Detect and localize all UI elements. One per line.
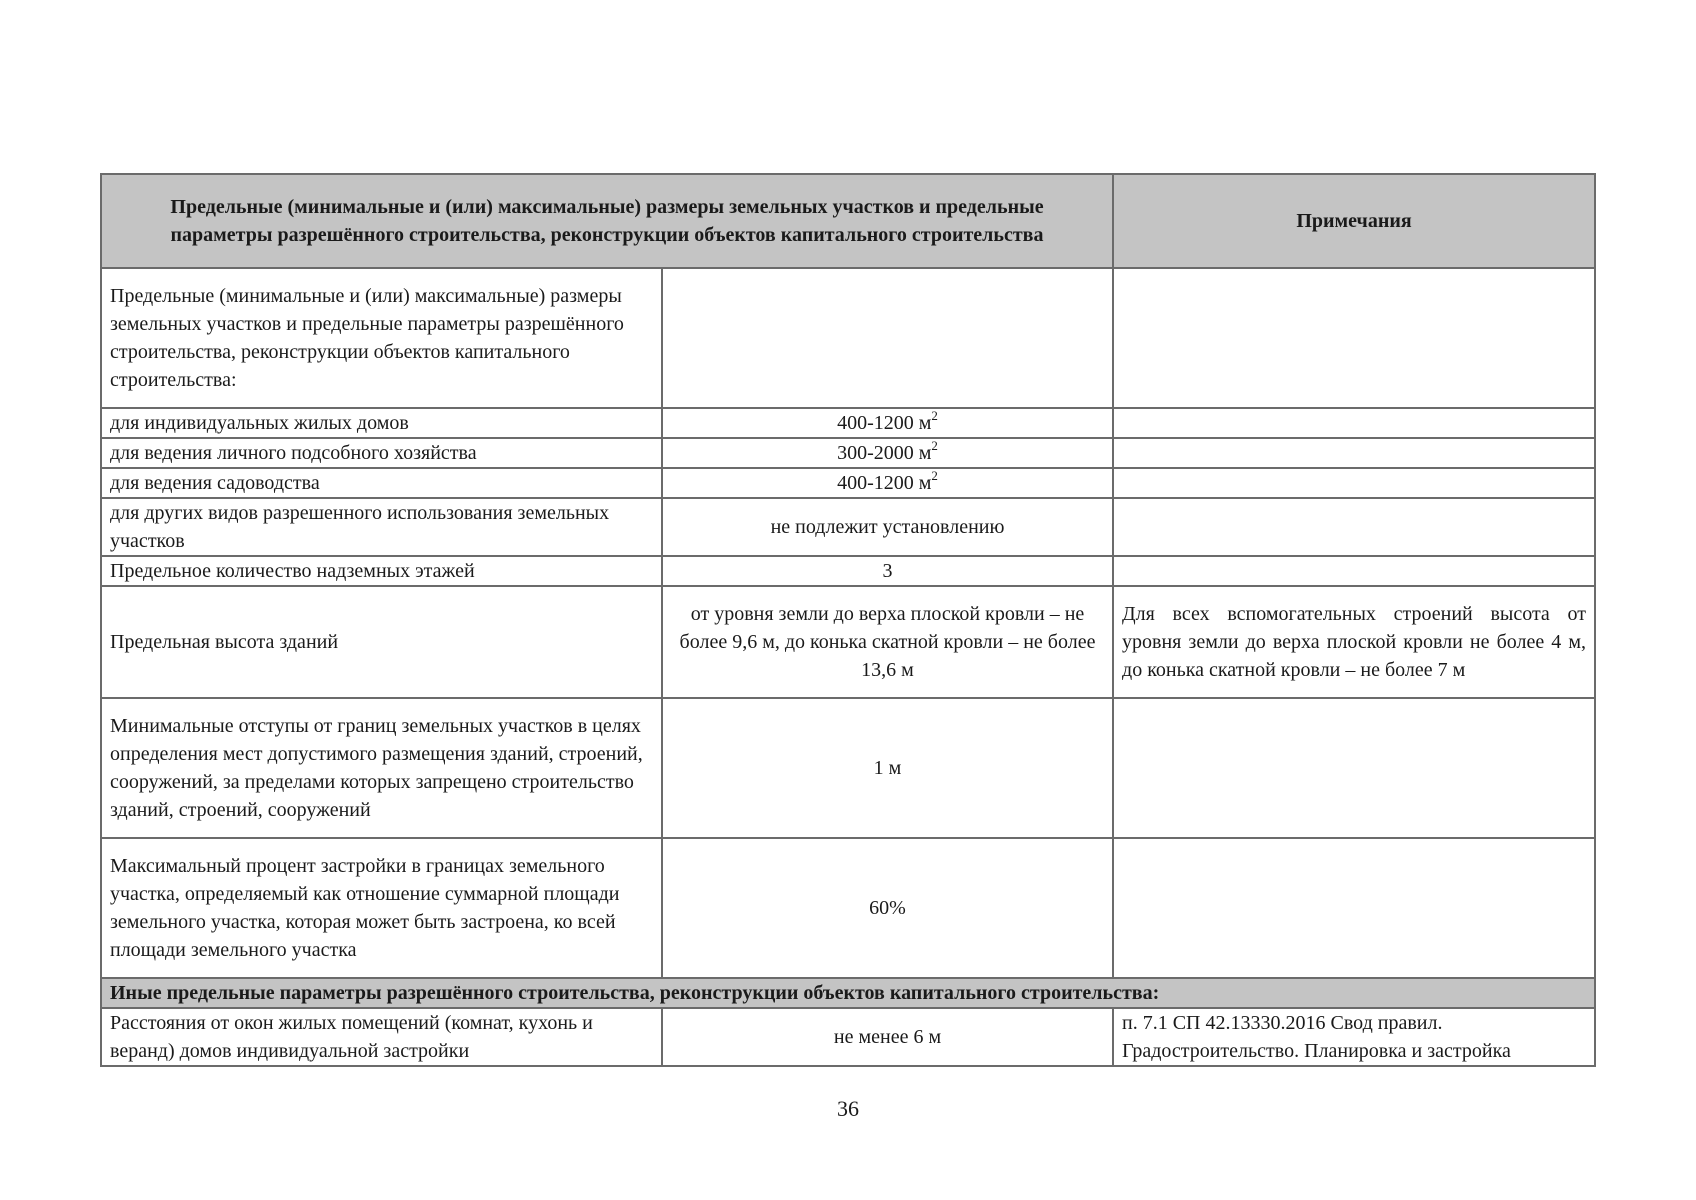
row-note: [1113, 408, 1595, 438]
parameters-table: [100, 173, 1596, 1067]
row-param: Предельная высота зданий: [101, 586, 662, 698]
row-note: [1113, 438, 1595, 468]
row-value: 60%: [662, 838, 1113, 978]
row-value: [662, 438, 1113, 468]
table-row: [101, 268, 1595, 408]
row-note: [1113, 556, 1595, 586]
row-note: [1113, 498, 1595, 556]
table-row: [101, 498, 1595, 556]
row-param: для ведения садоводства: [101, 468, 662, 498]
row-param: Расстояния от окон жилых помещений (комнат, кухонь и веранд) домов индивидуальной застройки: [101, 1008, 662, 1066]
row-param: Максимальный процент застройки в границах земельного участка, определяемый как отношение суммарной площади земельного участка, которая может быть застроена, ко всей площади земельного участка: [101, 838, 662, 978]
row-value: [662, 268, 1113, 408]
row-note: [1113, 838, 1595, 978]
row-note: [1113, 268, 1595, 408]
row-value: 3: [662, 556, 1113, 586]
value-superscript: 2: [931, 408, 938, 424]
row-param: для других видов разрешенного использования земельных участков: [101, 498, 662, 556]
value-superscript: 2: [931, 468, 938, 484]
row-value: [662, 468, 1113, 498]
row-value: 1 м: [662, 698, 1113, 838]
value-text: 400-1200 м: [837, 412, 932, 434]
row-value: не подлежит установлению: [662, 498, 1113, 556]
row-value: [662, 408, 1113, 438]
row-param: для ведения личного подсобного хозяйства: [101, 438, 662, 468]
row-note: Для всех вспомогательных строений высота от уровня земли до верха плоской кровли не более 4 м, до конька скатной кровли – не более 7 м: [1113, 586, 1595, 698]
value-text: 300-2000 м: [837, 442, 932, 464]
header-notes: Примечания: [1113, 174, 1595, 268]
row-note: [1113, 698, 1595, 838]
section-row: [101, 978, 1595, 1008]
row-param: для индивидуальных жилых домов: [101, 408, 662, 438]
table-row: [101, 586, 1595, 698]
table-row: [101, 1008, 1595, 1066]
table-row: [101, 838, 1595, 978]
table-row: [101, 408, 1595, 438]
section-title: Иные предельные параметры разрешённого строительства, реконструкции объектов капитального строительства:: [101, 978, 1595, 1008]
table-row: [101, 698, 1595, 838]
row-param: Предельные (минимальные и (или) максимальные) размеры земельных участков и предельные параметры разрешённого строительства, реконструкции объектов капитального строительства:: [101, 268, 662, 408]
table-header-row: [101, 174, 1595, 268]
value-text: 400-1200 м: [837, 472, 932, 494]
table-row: [101, 438, 1595, 468]
row-value: не менее 6 м: [662, 1008, 1113, 1066]
table-row: [101, 468, 1595, 498]
row-param: Минимальные отступы от границ земельных участков в целях определения мест допустимого размещения зданий, строений, сооружений, за пределами которых запрещено строительство зданий, строений, сооружений: [101, 698, 662, 838]
row-note: п. 7.1 СП 42.13330.2016 Свод правил. Градостроительство. Планировка и застройка: [1113, 1008, 1595, 1066]
value-superscript: 2: [931, 438, 938, 454]
row-value: от уровня земли до верха плоской кровли – не более 9,6 м, до конька скатной кровли – не более 13,6 м: [662, 586, 1113, 698]
page-number: 36: [837, 1096, 859, 1121]
row-param: Предельное количество надземных этажей: [101, 556, 662, 586]
header-main: Предельные (минимальные и (или) максимальные) размеры земельных участков и предельные параметры разрешённого строительства, реконструкции объектов капитального строительства: [101, 174, 1113, 268]
row-note: [1113, 468, 1595, 498]
table-row: [101, 556, 1595, 586]
